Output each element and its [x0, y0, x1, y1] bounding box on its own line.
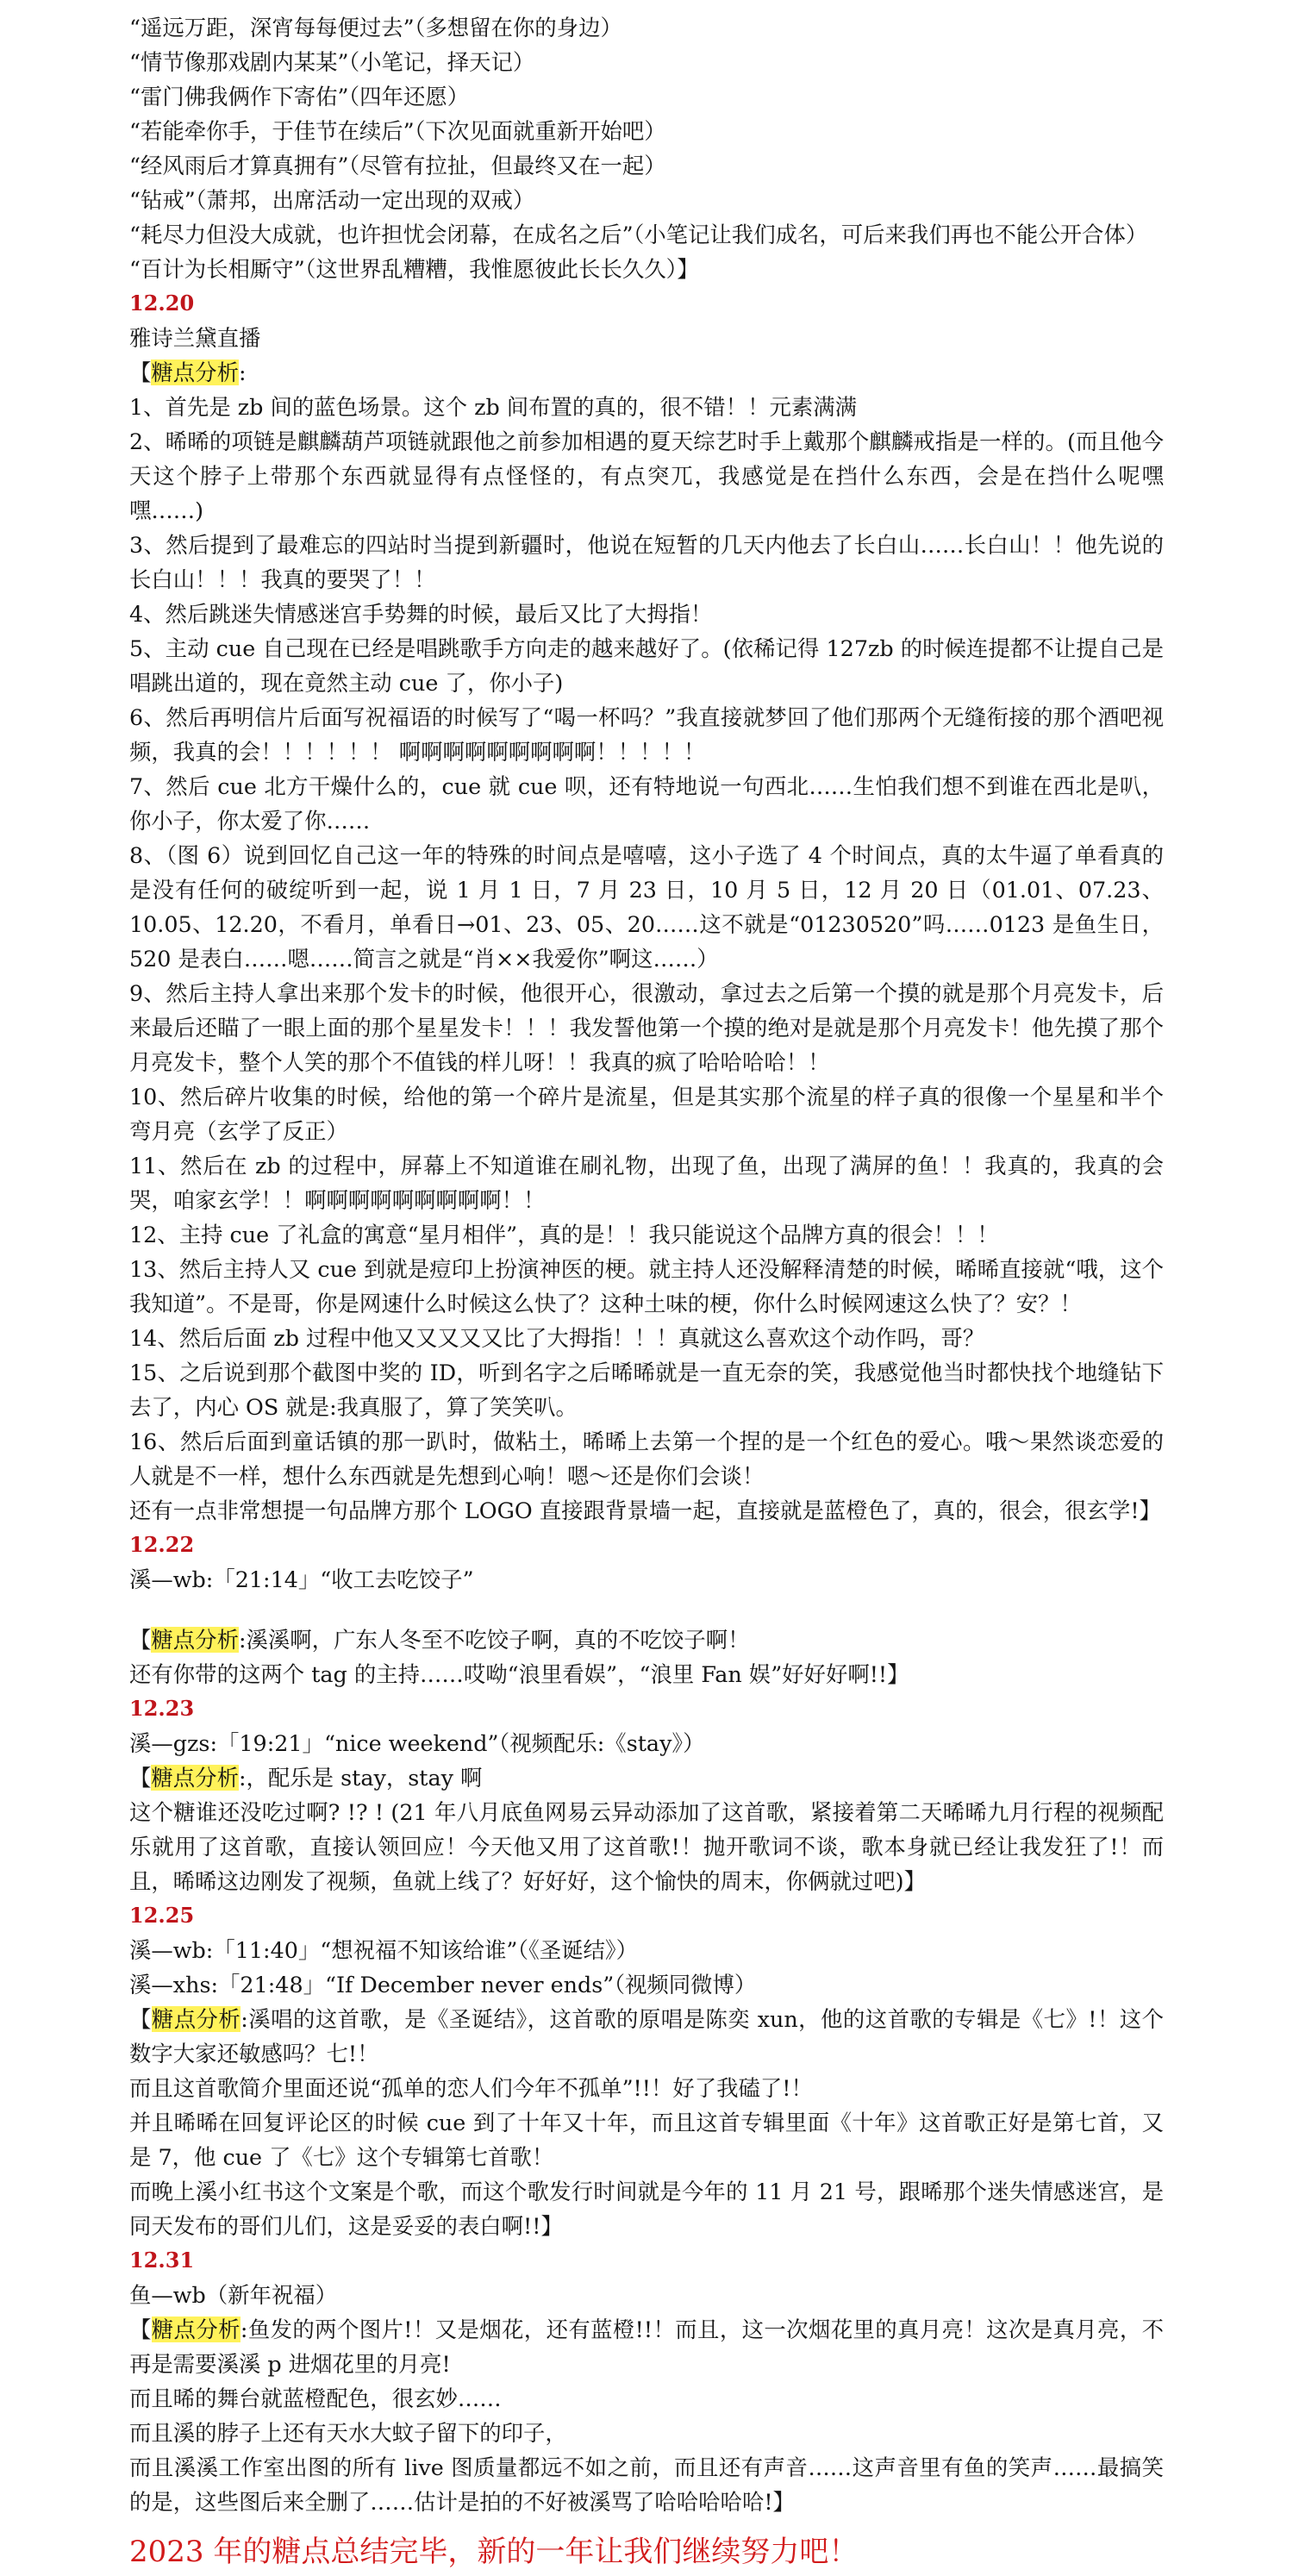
analysis-paragraph: 而且晞的舞台就蓝橙配色，很玄妙…… — [129, 2385, 502, 2411]
analysis-paragraph: 还有你带的这两个 tag 的主持……哎呦“浪里看娱”，“浪里 Fan 娱”好好好啊!!】 — [129, 1661, 909, 1687]
analysis-paragraph: 3、然后提到了最难忘的四站时当提到新疆时，他说在短暂的几天内他去了长白山……长白山！！他先说的长白山！！！我真的要哭了！！ — [129, 532, 1164, 592]
entry-12-31 — [129, 2243, 1164, 2519]
lyric-line: “钻戒”（萧邦，出席活动一定出现的双戒） — [129, 187, 535, 213]
entry-date: 12.31 — [129, 2248, 195, 2273]
analysis-paragraph: 2、晞晞的项链是麒麟葫芦项链就跟他之前参加相遇的夏天综艺时手上戴那个麒麟戒指是一样的。(而且他今天这个脖子上带那个东西就显得有点怪怪的，有点突兀，我感觉是在挡什么东西，会是在挡什么呢嘿嘿……) — [129, 428, 1164, 523]
analysis-bracket: 【 — [129, 1627, 152, 1653]
lyric-line: “遥远万距，深宵每每便过去”（多想留在你的身边） — [129, 15, 622, 41]
entry-date: 12.25 — [129, 1903, 195, 1928]
lyric-line: “若能牵你手，于佳节在续后”（下次见面就重新开始吧） — [129, 118, 666, 144]
lyric-line: “经风雨后才算真拥有”（尽管有拉扯，但最终又在一起） — [129, 153, 666, 178]
closing-summary: 2023 年的糖点总结完毕，新的一年让我们继续努力吧！ — [129, 2535, 859, 2569]
analysis-tag: 糖点分析 — [151, 1627, 239, 1653]
analysis-bracket: 【 — [129, 1765, 152, 1791]
analysis-paragraph: 13、然后主持人又 cue 到就是痘印上扮演神医的梗。就主持人还没解释清楚的时候，晞晞直接就“哦，这个我知道”。不是哥，你是网速什么时候这么快了？这种土味的梗，你什么时候网速这么快了？安？！ — [129, 1256, 1164, 1316]
analysis-header — [129, 355, 1164, 390]
analysis-lead: :，配乐是 stay，stay 啊 — [238, 1765, 483, 1791]
lyric-line: “耗尽力但没大成就，也许担忧会闭幕，在成名之后”（小笔记让我们成名，可后来我们再也不能公开合体） — [129, 222, 1148, 247]
analysis-paragraph: 1、首先是 zb 间的蓝色场景。这个 zb 间布置的真的，很不错！！元素满满 — [129, 394, 858, 420]
analysis-paragraph: 5、主动 cue 自己现在已经是唱跳歌手方向走的越来越好了。(依稀记得 127zb 的时候连提都不让提自己是唱跳出道的，现在竟然主动 cue 了，你小子) — [129, 635, 1164, 696]
analysis-lead: :鱼发的两个图片!！又是烟花，还有蓝橙!!！而且，这一次烟花里的真月亮！这次是真月亮，不再是需要溪溪 p 进烟花里的月亮! — [129, 2317, 1165, 2377]
entry-date: 12.23 — [129, 1696, 195, 1721]
analysis-bracket: 【 — [129, 2317, 152, 2342]
entry-source: 溪—wb:「21:14」“收工去吃饺子” — [129, 1566, 474, 1592]
entry-source: 溪—xhs:「21:48」“If December never ends”（视频同微博） — [129, 1972, 757, 1998]
analysis-tag: 糖点分析 — [151, 360, 239, 385]
entry-12-23 — [129, 1691, 1164, 1898]
analysis-paragraph: 7、然后 cue 北方干燥什么的，cue 就 cue 呗，还有特地说一句西北……生怕我们想不到谁在西北是叭，你小子，你太爱了你…… — [129, 773, 1164, 834]
analysis-paragraph: 而且这首歌简介里面还说“孤单的恋人们今年不孤单”!!！好了我磕了!！ — [129, 2075, 813, 2101]
analysis-paragraph: 并且晞晞在回复评论区的时候 cue 到了十年又十年，而且这首专辑里面《十年》这首歌正好是第七首，又是 7，他 cue 了《七》这个专辑第七首歌！ — [129, 2110, 1164, 2170]
analysis-lead: :溪唱的这首歌，是《圣诞结》，这首歌的原唱是陈奕 xun，他的这首歌的专辑是《七》!！这个数字大家还敏感吗？七!！ — [129, 2006, 1165, 2066]
analysis-paragraph: 4、然后跳迷失情感迷宫手势舞的时候，最后又比了大拇指！ — [129, 601, 713, 627]
entry-source: 溪—wb:「11:40」“想祝福不知该给谁”（《圣诞结》） — [129, 1937, 638, 1963]
analysis-tag: 糖点分析 — [151, 1765, 239, 1791]
analysis-tag: 糖点分析 — [151, 2317, 240, 2342]
analysis-paragraph: 8、（图 6）说到回忆自己这一年的特殊的时间点是嘻嘻，这小子选了 4 个时间点，真的太牛逼了单看真的是没有任何的破绽听到一起，说 1 月 1 日，7 月 23 日，10 月 5 日，12 月 20 日（01.01、07.23、10.05、12.20，不看月，单看日→01、23、05、20……这不就是“01230520”吗……0123 是鱼生日，520 是表白……嗯……简言之就是“肖××我爱你”啊这……） — [129, 842, 1164, 972]
lyrics-analysis-block — [129, 10, 1164, 286]
analysis-paragraph: 而且溪的脖子上还有天水大蚊子留下的印子， — [129, 2420, 567, 2446]
analysis-header — [129, 2312, 1164, 2381]
lyric-line: “情节像那戏剧内某某”（小笔记，择天记） — [129, 49, 535, 75]
entry-source: 鱼—wb（新年祝福） — [129, 2282, 338, 2308]
lyric-line: “雷门佛我俩作下寄佑”（四年还愿） — [129, 84, 470, 109]
spacer — [129, 1597, 1164, 1623]
entry-date: 12.20 — [129, 291, 195, 316]
analysis-paragraph: 还有一点非常想提一句品牌方那个 LOGO 直接跟背景墙一起，直接就是蓝橙色了，真的，很会，很玄学!】 — [129, 1497, 1161, 1523]
analysis-header — [129, 1623, 1164, 1657]
analysis-lead: : — [238, 360, 247, 385]
entry-source: 雅诗兰黛直播 — [129, 325, 261, 351]
analysis-paragraph: 16、然后后面到童话镇的那一趴时，做粘土，晞晞上去第一个捏的是一个红色的爱心。哦～果然谈恋爱的人就是不一样，想什么东西就是先想到心响！嗯～还是你们会谈！ — [129, 1429, 1164, 1489]
analysis-paragraph: 而晚上溪小红书这个文案是个歌，而这个歌发行时间就是今年的 11 月 21 号，跟晞那个迷失情感迷宫，是同天发布的哥们儿们，这是妥妥的表白啊!!】 — [129, 2179, 1164, 2239]
analysis-paragraph: 11、然后在 zb 的过程中，屏幕上不知道谁在刷礼物，出现了鱼，出现了满屏的鱼！！我真的，我真的会哭，咱家玄学！！啊啊啊啊啊啊啊啊啊！！ — [129, 1153, 1164, 1213]
entry-12-20 — [129, 286, 1164, 1528]
analysis-bracket: 【 — [129, 2006, 152, 2032]
analysis-paragraph: 10、然后碎片收集的时候，给他的第一个碎片是流星，但是其实那个流星的样子真的很像一个星星和半个弯月亮（玄学了反正） — [129, 1084, 1164, 1144]
analysis-bracket: 【 — [129, 360, 152, 385]
analysis-paragraph: 这个糖谁还没吃过啊? !? ! (21 年八月底鱼网易云异动添加了这首歌，紧接着第二天晞晞九月行程的视频配乐就用了这首歌，直接认领回应！今天他又用了这首歌!！抛开歌词不谈，歌本身就已经让我发狂了!！而且，晞晞这边刚发了视频，鱼就上线了？好好好，这个愉快的周末，你俩就过吧)】 — [129, 1799, 1164, 1894]
entry-12-25 — [129, 1898, 1164, 2243]
analysis-paragraph: 9、然后主持人拿出来那个发卡的时候，他很开心，很激动，拿过去之后第一个摸的就是那个月亮发卡，后来最后还瞄了一眼上面的那个星星发卡！！！我发誓他第一个摸的绝对是就是那个月亮发卡！他先摸了那个月亮发卡，整个人笑的那个不值钱的样儿呀！！我真的疯了哈哈哈哈！！ — [129, 980, 1164, 1075]
analysis-lead: :溪溪啊，广东人冬至不吃饺子啊，真的不吃饺子啊！ — [238, 1627, 750, 1653]
entry-date: 12.22 — [129, 1532, 195, 1557]
lyric-line: “百计为长相厮守”（这世界乱糟糟，我惟愿彼此长长久久）】 — [129, 256, 699, 282]
analysis-paragraph: 6、然后再明信片后面写祝福语的时候写了“喝一杯吗？”我直接就梦回了他们那两个无缝衔接的那个酒吧视频，我真的会！！！！！！ 啊啊啊啊啊啊啊啊啊！！！！！ — [129, 704, 1164, 765]
analysis-tag: 糖点分析 — [151, 2006, 241, 2032]
entry-12-22 — [129, 1528, 1164, 1691]
analysis-header — [129, 1760, 1164, 1795]
analysis-header — [129, 2002, 1164, 2071]
analysis-paragraph: 12、主持 cue 了礼盒的寓意“星月相伴”，真的是！！我只能说这个品牌方真的很会！！！ — [129, 1222, 999, 1247]
entry-source: 溪—gzs:「19:21」“nice weekend”（视频配乐:《stay》） — [129, 1730, 705, 1756]
analysis-paragraph: 14、然后后面 zb 过程中他又又又又又比了大拇指！！！真就这么喜欢这个动作吗，哥？ — [129, 1325, 985, 1351]
analysis-paragraph: 而且溪溪工作室出图的所有 live 图质量都远不如之前，而且还有声音……这声音里有鱼的笑声……最搞笑的是，这些图后来全删了……估计是拍的不好被溪骂了哈哈哈哈哈!】 — [129, 2454, 1164, 2515]
analysis-paragraph: 15、之后说到那个截图中奖的 ID，听到名字之后晞晞就是一直无奈的笑，我感觉他当时都快找个地缝钻下去了，内心 OS 就是:我真服了，算了笑笑叭。 — [129, 1360, 1164, 1420]
daily-entries — [129, 286, 1164, 2519]
